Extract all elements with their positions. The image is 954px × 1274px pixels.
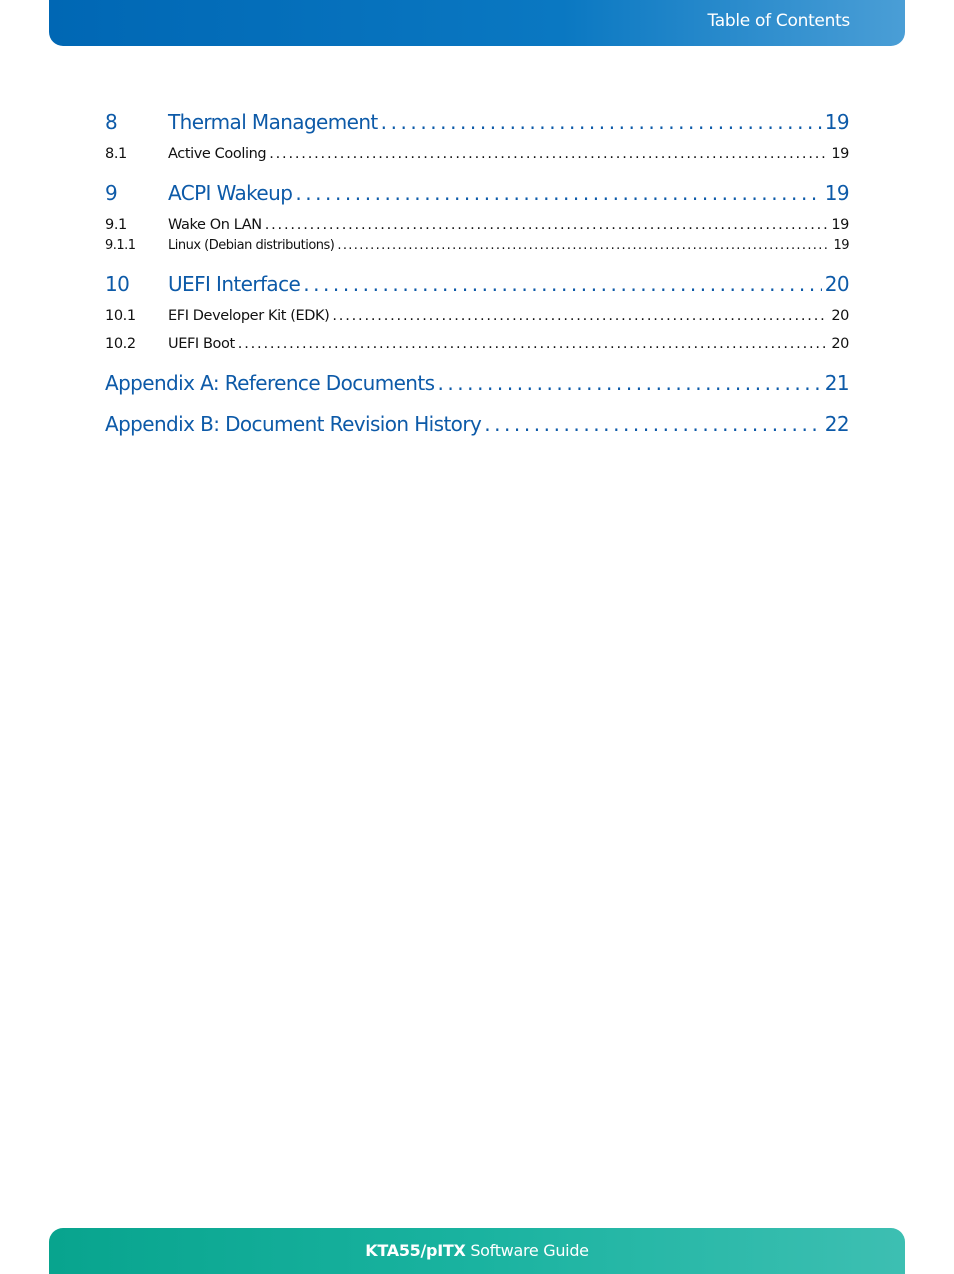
toc-page: 19: [831, 146, 849, 162]
toc-leader: [303, 272, 822, 296]
toc-title: Linux (Debian distributions): [168, 238, 335, 253]
header-bar: [49, 0, 905, 46]
toc-leader: [381, 110, 822, 134]
toc-title: Active Cooling: [168, 146, 267, 162]
header-title: Table of Contents: [707, 11, 850, 31]
toc-entry-9-1[interactable]: [105, 217, 849, 233]
toc-title: ACPI Wakeup: [168, 181, 293, 205]
toc-title: Wake On LAN: [168, 217, 262, 233]
toc-number: 10: [105, 272, 130, 296]
toc-leader: [238, 336, 829, 352]
toc-number: 10.1: [105, 308, 136, 324]
toc-leader: [295, 181, 821, 205]
toc-entry-9[interactable]: [105, 181, 849, 205]
toc-title: UEFI Interface: [168, 272, 301, 296]
toc-leader: [265, 217, 829, 233]
toc-title: Thermal Management: [168, 110, 378, 134]
toc-page: 19: [831, 217, 849, 233]
toc-page: 20: [831, 308, 849, 324]
toc-number: 8: [105, 110, 118, 134]
toc-leader: [437, 371, 821, 395]
toc-leader: [332, 308, 828, 324]
toc-entry-8-1[interactable]: [105, 146, 849, 162]
toc-title: UEFI Boot: [168, 336, 235, 352]
toc-number: 10.2: [105, 336, 136, 352]
toc-page: 19: [824, 181, 849, 205]
toc-entry-appendix-a[interactable]: [105, 371, 849, 395]
document-name: Software Guide: [470, 1241, 589, 1260]
toc-entry-10[interactable]: [105, 272, 849, 296]
toc-title: Appendix A: Reference Documents: [105, 371, 435, 395]
footer-bar: [49, 1228, 905, 1274]
toc-number: 9.1: [105, 217, 127, 233]
toc-leader: [337, 238, 830, 253]
toc-entry-10-2[interactable]: [105, 336, 849, 352]
toc-title: EFI Developer Kit (EDK): [168, 308, 330, 324]
toc-page: 20: [824, 272, 849, 296]
toc-page: 22: [824, 412, 849, 436]
toc-page: 20: [831, 336, 849, 352]
toc-entry-appendix-b[interactable]: [105, 412, 849, 436]
toc-page: 19: [833, 238, 849, 253]
toc-number: 8.1: [105, 146, 127, 162]
product-name: KTA55/pITX: [365, 1241, 466, 1260]
toc-number: 9.1.1: [105, 238, 136, 253]
toc-number: 9: [105, 181, 118, 205]
toc-page: 21: [824, 371, 849, 395]
toc-entry-8[interactable]: [105, 110, 849, 134]
toc-entry-10-1[interactable]: [105, 308, 849, 324]
toc-page: 19: [824, 110, 849, 134]
toc-leader: [484, 412, 822, 436]
footer-title: [49, 1241, 905, 1260]
toc-title: Appendix B: Document Revision History: [105, 412, 482, 436]
toc-entry-9-1-1[interactable]: [105, 238, 849, 253]
toc-leader: [269, 146, 828, 162]
